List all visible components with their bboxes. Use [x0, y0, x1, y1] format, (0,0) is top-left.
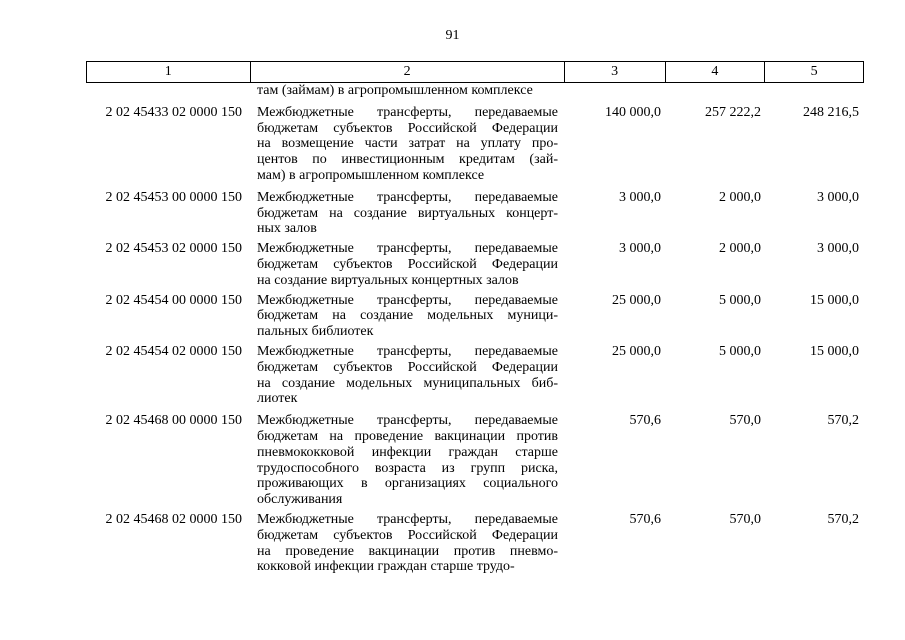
row-name-line: бюджетам субъектов Российской Федерации — [257, 256, 558, 272]
row-value-col5: 3 000,0 — [817, 241, 859, 257]
row-value-col3: 570,6 — [629, 511, 661, 527]
row-name-line: бюджетам субъектов Российской Федерации — [257, 120, 558, 136]
row-value-col4: 5 000,0 — [719, 292, 761, 308]
table-body — [86, 83, 864, 575]
row-value-col5: 570,2 — [827, 511, 859, 527]
row-value-col4: 5 000,0 — [719, 343, 761, 359]
row-name-line: бюджетам субъектов Российской Федерации — [257, 359, 558, 375]
row-value-col4: 2 000,0 — [719, 189, 761, 205]
row-name — [250, 344, 565, 407]
row-value-col3: 25 000,0 — [612, 343, 661, 359]
table-row — [86, 512, 864, 575]
row-name — [250, 190, 565, 237]
row-name-line: центов по инвестиционным кредитам (зай- — [257, 152, 558, 168]
header-col-4: 4 — [666, 62, 766, 82]
table-header — [86, 61, 864, 83]
row-name-line: кокковой инфекции граждан старше трудо- — [257, 559, 515, 575]
row-name — [250, 241, 565, 288]
row-name — [250, 413, 565, 508]
row-code: 2 02 45468 02 0000 150 — [105, 511, 242, 527]
row-name-line: лиотек — [257, 391, 298, 407]
row-value-col4: 2 000,0 — [719, 241, 761, 257]
row-name-line: бюджетам на создание модельных муници- — [257, 308, 558, 324]
row-value-col3: 3 000,0 — [619, 189, 661, 205]
row-value-col3: 140 000,0 — [605, 104, 661, 120]
row-name-line: проживающих в организациях социального — [257, 476, 558, 492]
row-name-line: Межбюджетные трансферты, передаваемые — [257, 241, 558, 257]
row-code: 2 02 45468 00 0000 150 — [105, 413, 242, 429]
row-value-col5: 570,2 — [827, 413, 859, 429]
row-code: 2 02 45433 02 0000 150 — [105, 104, 242, 120]
row-name-line: пневмококковой инфекции граждан старше — [257, 444, 558, 460]
row-name-line: на создание модельных муниципальных биб- — [257, 375, 558, 391]
row-name-line: мам) в агропромышленном комплексе — [257, 167, 485, 183]
row-name-line: на проведение вакцинации против пневмо- — [257, 543, 558, 559]
row-code: 2 02 45454 02 0000 150 — [105, 343, 242, 359]
continuation-text: там (займам) в агропромышленном комплексе — [257, 83, 533, 98]
header-col-1: 1 — [87, 62, 251, 82]
row-name — [250, 512, 565, 575]
row-name-line: бюджетам субъектов Российской Федерации — [257, 527, 558, 543]
row-name-line: бюджетам на создание виртуальных концерт- — [257, 205, 558, 221]
row-name — [250, 105, 565, 184]
row-name-line: ных залов — [257, 221, 317, 237]
table-row — [86, 413, 864, 508]
row-value-col5: 3 000,0 — [817, 189, 859, 205]
continuation-row — [86, 83, 864, 99]
row-value-col5: 15 000,0 — [810, 343, 859, 359]
row-name-line: пальных библиотек — [257, 324, 374, 340]
row-name — [250, 293, 565, 340]
row-value-col4: 570,0 — [729, 511, 761, 527]
header-col-5: 5 — [810, 64, 818, 79]
row-value-col5: 15 000,0 — [810, 292, 859, 308]
row-name-line: Межбюджетные трансферты, передаваемые — [257, 292, 558, 308]
table-row — [86, 293, 864, 340]
row-value-col3: 3 000,0 — [619, 241, 661, 257]
row-value-col3: 25 000,0 — [612, 292, 661, 308]
page-number: 91 — [445, 28, 460, 43]
row-value-col4: 570,0 — [729, 413, 761, 429]
header-col-2: 2 — [251, 62, 565, 82]
row-code: 2 02 45454 00 0000 150 — [105, 292, 242, 308]
row-code: 2 02 45453 02 0000 150 — [105, 241, 242, 257]
row-name-line: Межбюджетные трансферты, передаваемые — [257, 413, 558, 429]
row-name-line: трудоспособного возраста из групп риска, — [257, 460, 558, 476]
table-row — [86, 105, 864, 184]
row-value-col3: 570,6 — [629, 413, 661, 429]
row-name-line: Межбюджетные трансферты, передаваемые — [257, 343, 558, 359]
row-code: 2 02 45453 00 0000 150 — [105, 189, 242, 205]
row-name-line: на возмещение части затрат на уплату про- — [257, 136, 558, 152]
row-value-col4: 257 222,2 — [705, 104, 761, 120]
row-name-line: обслуживания — [257, 492, 343, 508]
table-row — [86, 241, 864, 288]
row-name-line: Межбюджетные трансферты, передаваемые — [257, 189, 558, 205]
row-name-line: Межбюджетные трансферты, передаваемые — [257, 104, 558, 120]
table-row — [86, 344, 864, 407]
table-row — [86, 190, 864, 237]
row-name-line: Межбюджетные трансферты, передаваемые — [257, 511, 558, 527]
header-col-3: 3 — [565, 62, 666, 82]
row-value-col5: 248 216,5 — [803, 104, 859, 120]
row-name-line: бюджетам на проведение вакцинации против — [257, 428, 558, 444]
row-name-line: на создание виртуальных концертных залов — [257, 272, 519, 288]
